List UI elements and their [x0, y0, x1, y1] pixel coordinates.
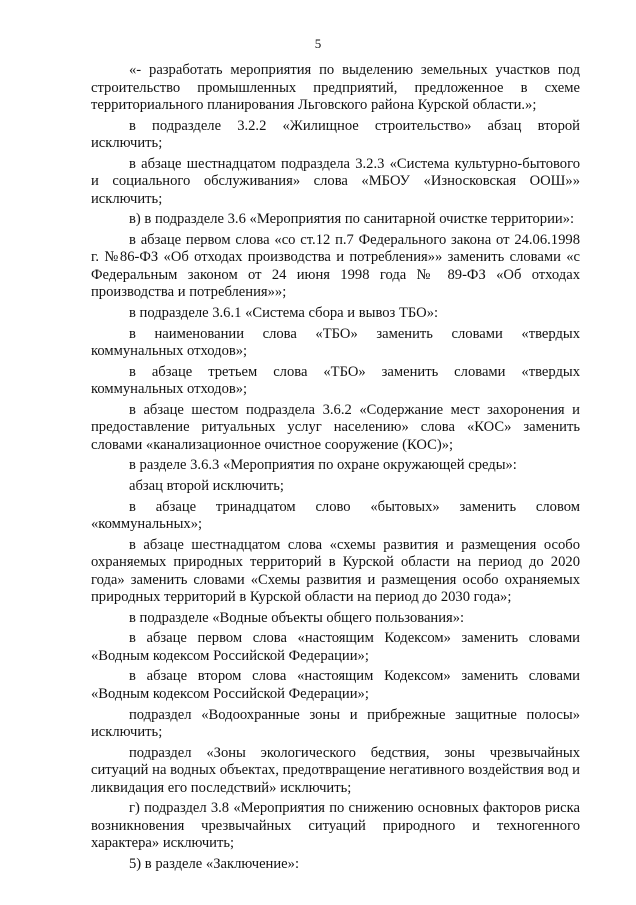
paragraph: г) подраздел 3.8 «Мероприятия по снижению основных факторов риска возникновения чрезвычайных ситуаций природного и техногенного характера» исключить;	[91, 800, 580, 852]
paragraph: в) в подразделе 3.6 «Мероприятия по санитарной очистке территории»:	[129, 211, 575, 228]
paragraph: в абзаце шестнадцатом подраздела 3.2.3 «Система культурно-бытового и социального обслуживания» слова «МБОУ «Износковская ООШ»» исключить;	[91, 155, 580, 207]
paragraph: в абзаце первом слова «настоящим Кодексом» заменить словами «Водным кодексом Российской Федерации»;	[91, 630, 580, 664]
paragraph: в наименовании слова «ТБО» заменить словами «твердых коммунальных отходов»;	[91, 325, 580, 360]
paragraph: «- разработать мероприятия по выделению земельных участков под строительство промышленных предприятий, предложенное в схеме территориального планирования Льговского района Курской области.»;	[91, 62, 580, 113]
paragraph: в абзаце первом слова «со ст.12 п.7 Федерального закона от 24.06.1998 г. №86-ФЗ «Об отходах производства и потребления»» заменить словами «с Федеральным законом от 24 июня 1998 года № 89-ФЗ «Об отходах производства и потребления»»;	[91, 231, 580, 301]
paragraph: 5) в разделе «Заключение»:	[129, 855, 300, 872]
paragraph: в подразделе 3.6.1 «Система сбора и вывоз ТБО»:	[129, 304, 439, 321]
paragraph: в абзаце тринадцатом слово «бытовых» заменить словом «коммунальных»;	[91, 498, 580, 533]
paragraph: подраздел «Водоохранные зоны и прибрежные защитные полосы» исключить;	[91, 706, 580, 740]
page-number: 5	[314, 36, 322, 51]
paragraph: в подразделе «Водные объекты общего пользования»:	[129, 609, 465, 626]
paragraph: в разделе 3.6.3 «Мероприятия по охране окружающей среды»:	[129, 457, 517, 474]
paragraph: в подразделе 3.2.2 «Жилищное строительство» абзац второй исключить;	[91, 117, 580, 152]
paragraph: абзац второй исключить;	[129, 477, 284, 494]
paragraph: в абзаце шестом подраздела 3.6.2 «Содержание мест захоронения и предоставление ритуальных услуг населению» слова «КОС» заменить словами «канализационное очистное сооружение (КОС)»;	[91, 401, 580, 453]
document-body	[91, 62, 580, 876]
paragraph: в абзаце шестнадцатом слова «схемы развития и размещения особо охраняемых природных территорий в Курской области на период до 2020 года» заменить словами «Схемы развития и размещения особо охраняемых природных территорий в Курской области на период до 2030 года»;	[91, 536, 580, 606]
paragraph: в абзаце третьем слова «ТБО» заменить словами «твердых коммунальных отходов»;	[91, 363, 580, 398]
paragraph: в абзаце втором слова «настоящим Кодексом» заменить словами «Водным кодексом Российской Федерации»;	[91, 668, 580, 702]
paragraph: подраздел «Зоны экологического бедствия, зоны чрезвычайных ситуаций на водных объектах, предотвращение негативного воздействия вод и ликвидация его последствий» исключить;	[91, 744, 580, 796]
